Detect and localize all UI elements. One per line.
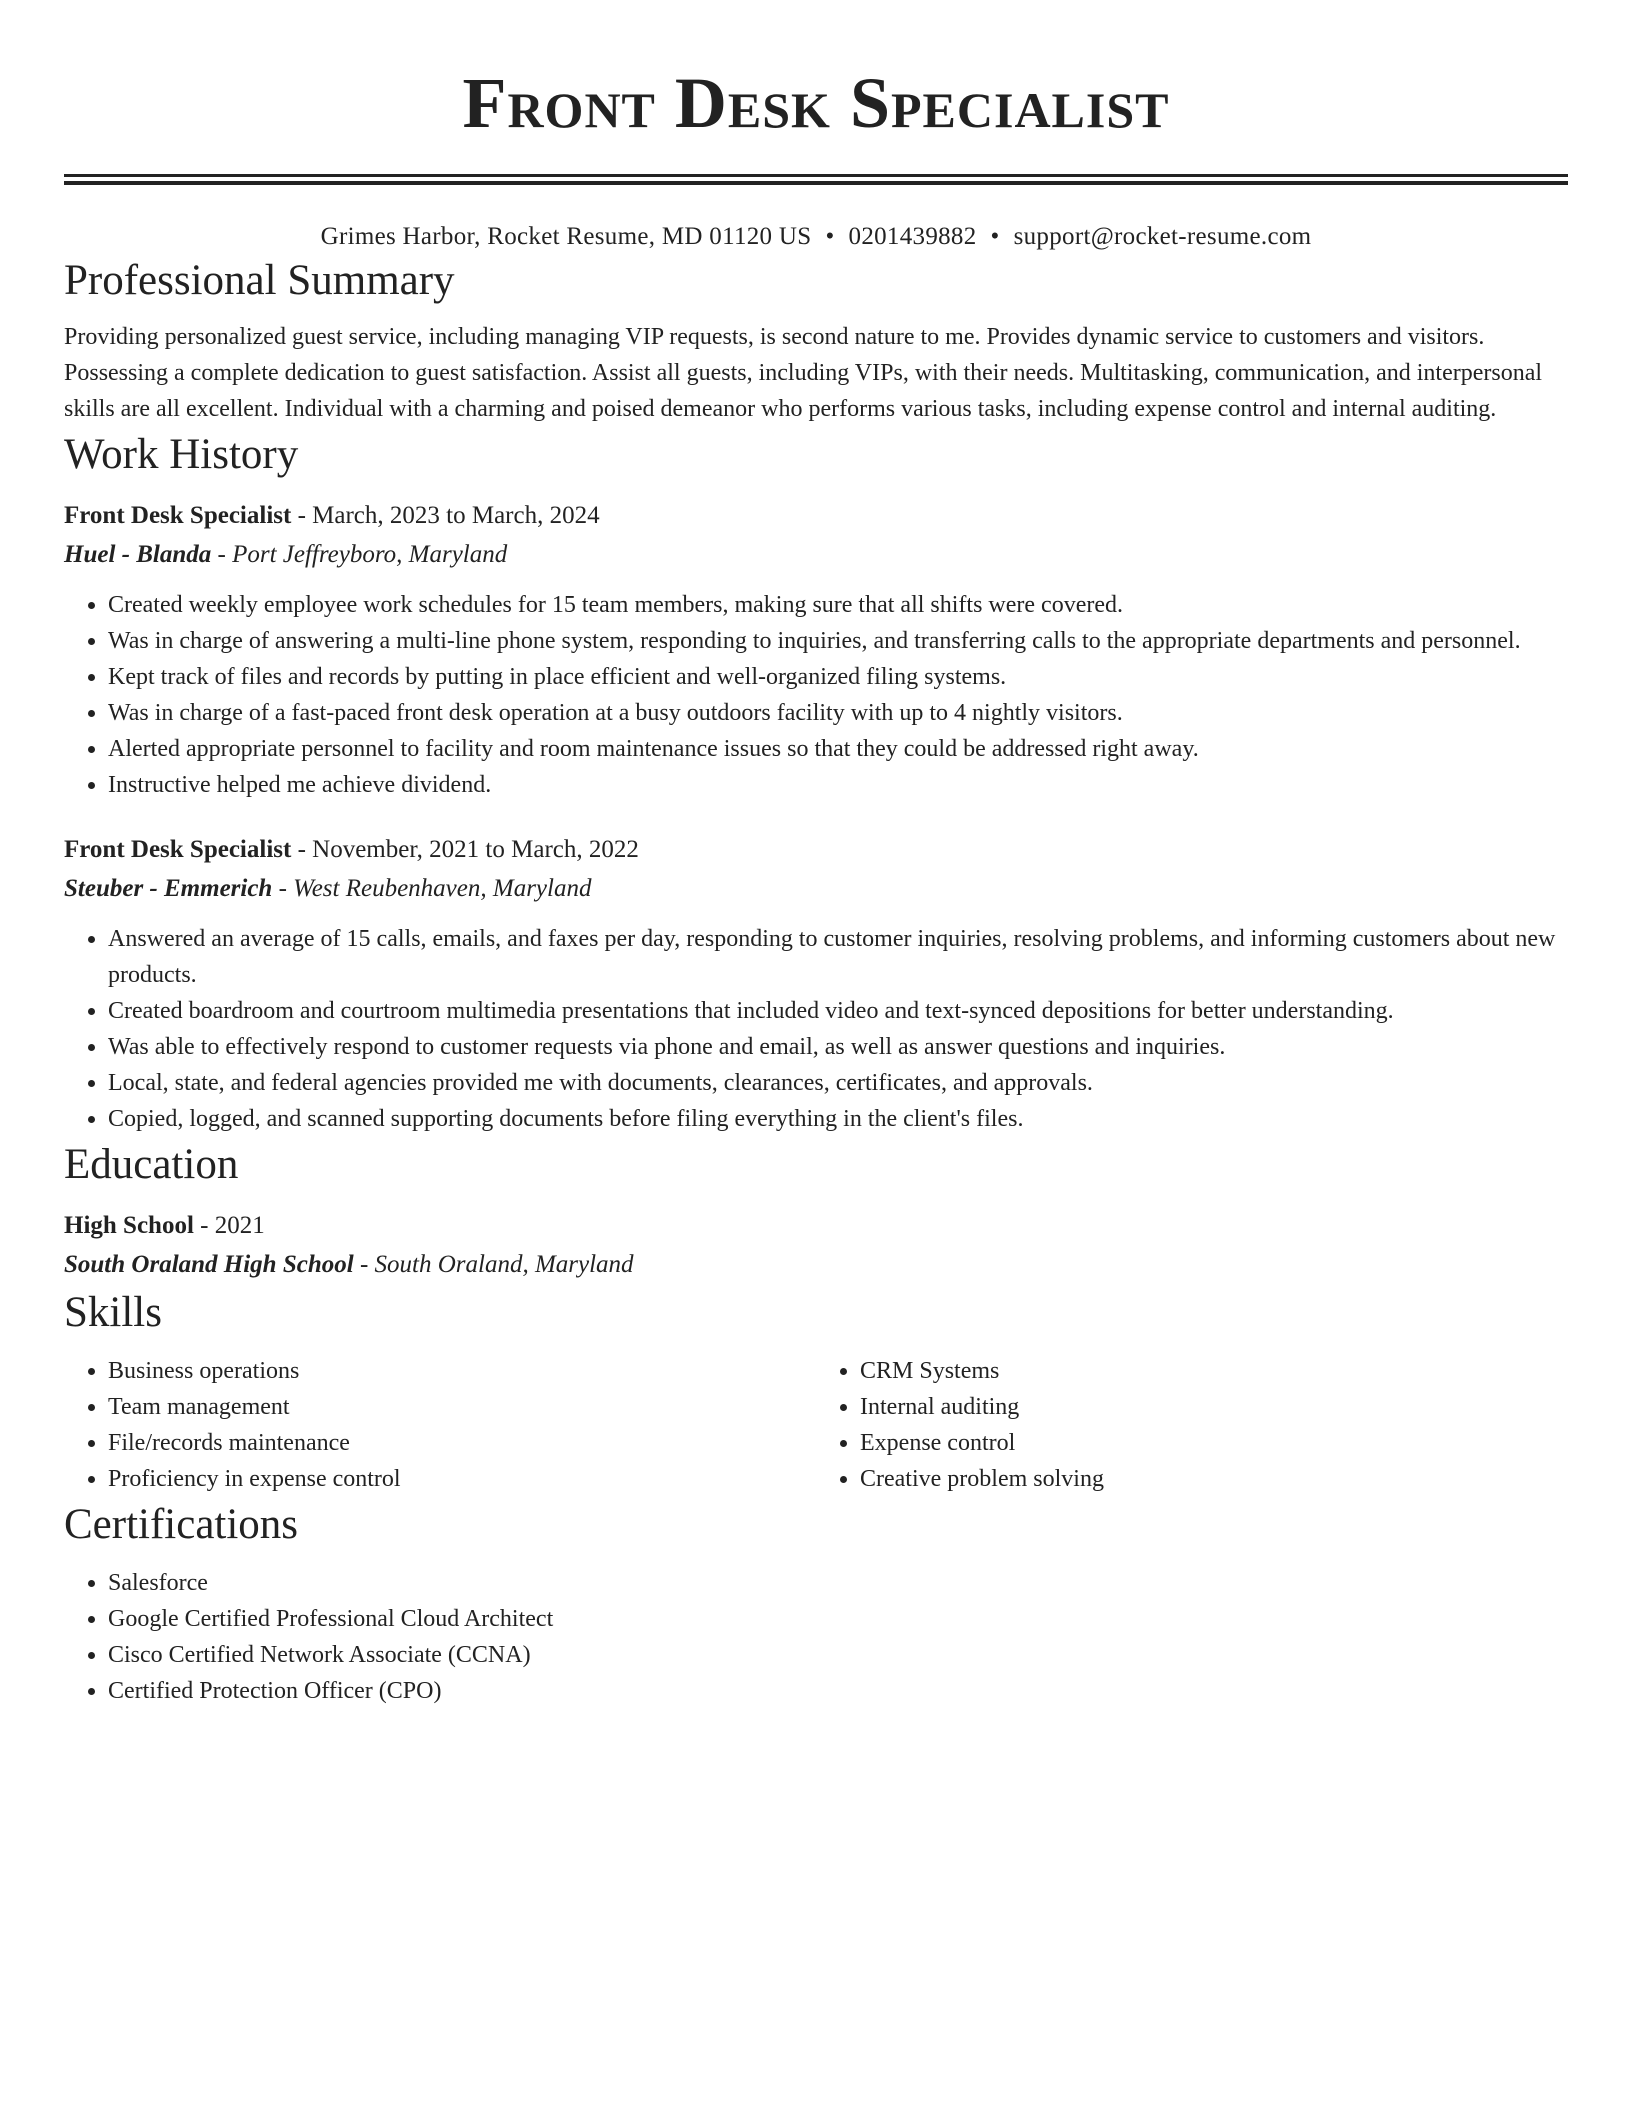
job-bullets bbox=[64, 587, 1568, 803]
employer-name: Huel - Blanda bbox=[64, 541, 212, 568]
job-title: Front Desk Specialist bbox=[64, 836, 292, 863]
school-line bbox=[64, 1245, 1568, 1285]
job-entry bbox=[64, 831, 1568, 1137]
contact-address: Grimes Harbor, Rocket Resume, MD 01120 US bbox=[320, 223, 812, 250]
summary-text: Providing personalized guest service, including managing VIP requests, is second nature to me. Provides dynamic service to customers and visitors. Possessing a complete dedication to guest satisfaction. Assist all guests, including VIPs, with their needs. Multitasking, communication, and interpersonal skills are all excellent. Individual with a charming and poised demeanor who performs various tasks, including expense control and internal auditing. bbox=[64, 324, 1543, 422]
job-dates: - November, 2021 to March, 2022 bbox=[291, 836, 639, 863]
skill-item: • File/records maintenance bbox=[108, 1425, 816, 1461]
job-title: Front Desk Specialist bbox=[64, 502, 292, 529]
contact-email: support@rocket-resume.com bbox=[1013, 223, 1312, 250]
work-history-heading: Work History bbox=[64, 431, 299, 478]
job-bullet: • Instructive helped me achieve dividend. bbox=[108, 767, 1568, 803]
job-title-line bbox=[64, 497, 1568, 535]
employer-line bbox=[64, 535, 1568, 575]
contact-line bbox=[64, 221, 1568, 253]
certification-item: • Certified Protection Officer (CPO) bbox=[108, 1673, 1568, 1709]
contact-separator: • bbox=[825, 223, 835, 250]
job-bullet: • Alerted appropriate personnel to facility and room maintenance issues so that they could be addressed right away. bbox=[108, 731, 1568, 767]
job-title-line bbox=[64, 831, 1568, 869]
education-heading: Education bbox=[64, 1141, 239, 1188]
certifications-list bbox=[64, 1565, 1568, 1709]
employer-location: - Port Jeffreyboro, Maryland bbox=[211, 541, 508, 568]
degree-line bbox=[64, 1207, 1568, 1245]
skill-item: • Business operations bbox=[108, 1353, 816, 1389]
certification-item: • Google Certified Professional Cloud Architect bbox=[108, 1601, 1568, 1637]
education-entry bbox=[64, 1207, 1568, 1285]
skill-item: • Creative problem solving bbox=[860, 1461, 1568, 1497]
title-divider bbox=[64, 174, 1568, 185]
employer-line bbox=[64, 869, 1568, 909]
job-entry bbox=[64, 497, 1568, 803]
school-location: - South Oraland, Maryland bbox=[353, 1251, 634, 1278]
job-bullet: • Was in charge of a fast-paced front desk operation at a busy outdoors facility with up to 4 nightly visitors. bbox=[108, 695, 1568, 731]
skill-item: • Proficiency in expense control bbox=[108, 1461, 816, 1497]
job-bullet: • Created weekly employee work schedules for 15 team members, making sure that all shifts were covered. bbox=[108, 587, 1568, 623]
skill-item: • Team management bbox=[108, 1389, 816, 1425]
job-bullet: • Copied, logged, and scanned supporting documents before filing everything in the client's files. bbox=[108, 1101, 1568, 1137]
skills-column-left bbox=[64, 1353, 816, 1497]
skill-item: • CRM Systems bbox=[860, 1353, 1568, 1389]
employer-name: Steuber - Emmerich bbox=[64, 875, 273, 902]
skills-column-right bbox=[816, 1353, 1568, 1497]
job-bullet: • Kept track of files and records by putting in place efficient and well-organized filing systems. bbox=[108, 659, 1568, 695]
job-bullets bbox=[64, 921, 1568, 1137]
employer-location: - West Reubenhaven, Maryland bbox=[272, 875, 592, 902]
school-name: South Oraland High School bbox=[64, 1251, 354, 1278]
job-bullet: • Was able to effectively respond to customer requests via phone and email, as well as answer questions and inquiries. bbox=[108, 1029, 1568, 1065]
contact-separator: • bbox=[990, 223, 1000, 250]
resume-title: Front Desk Specialist bbox=[462, 63, 1170, 143]
skill-item: • Expense control bbox=[860, 1425, 1568, 1461]
degree: High School bbox=[64, 1212, 194, 1239]
skills-grid bbox=[64, 1353, 1568, 1497]
certification-item: • Cisco Certified Network Associate (CCNA) bbox=[108, 1637, 1568, 1673]
certification-item: • Salesforce bbox=[108, 1565, 1568, 1601]
skill-item: • Internal auditing bbox=[860, 1389, 1568, 1425]
skills-heading: Skills bbox=[64, 1289, 162, 1336]
contact-phone: 0201439882 bbox=[848, 223, 977, 250]
job-bullet: • Answered an average of 15 calls, emails, and faxes per day, responding to customer inquiries, resolving problems, and informing customers about new products. bbox=[108, 921, 1568, 993]
job-dates: - March, 2023 to March, 2024 bbox=[291, 502, 600, 529]
job-bullet: • Local, state, and federal agencies provided me with documents, clearances, certificates, and approvals. bbox=[108, 1065, 1568, 1101]
summary-heading: Professional Summary bbox=[64, 257, 455, 304]
job-bullet: • Was in charge of answering a multi-line phone system, responding to inquiries, and transferring calls to the appropriate departments and personnel. bbox=[108, 623, 1568, 659]
graduation-year: - 2021 bbox=[193, 1212, 265, 1239]
job-bullet: • Created boardroom and courtroom multimedia presentations that included video and text-synced depositions for better understanding. bbox=[108, 993, 1568, 1029]
certifications-heading: Certifications bbox=[64, 1501, 299, 1548]
